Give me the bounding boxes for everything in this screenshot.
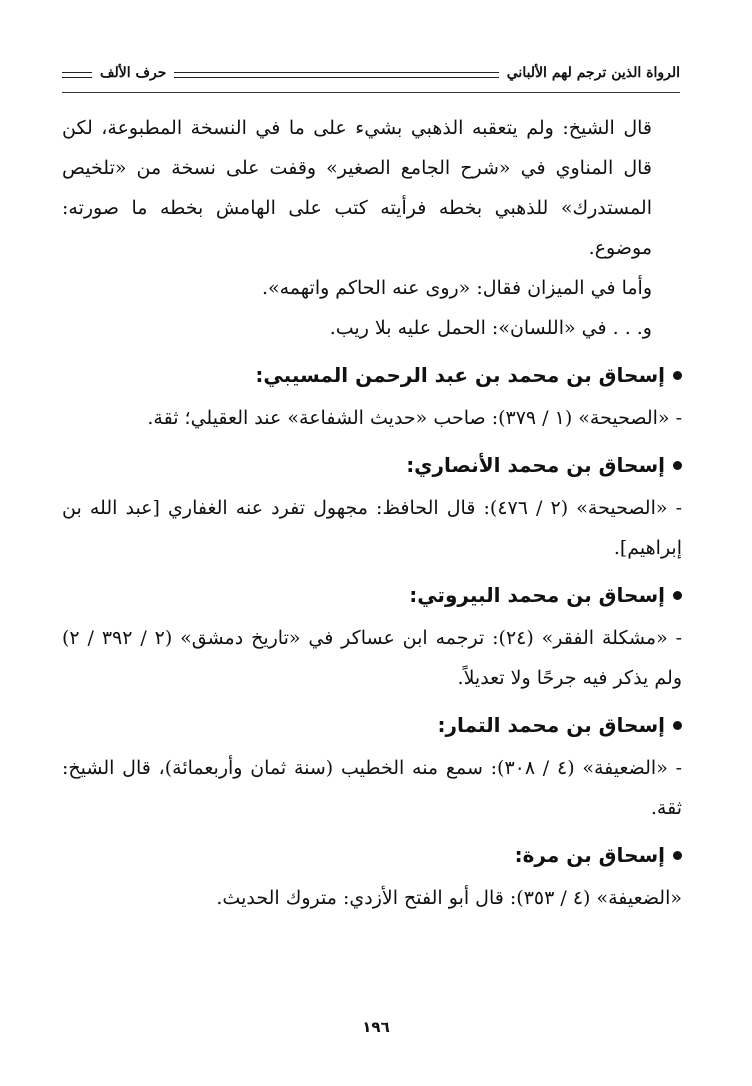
entry-heading — [62, 352, 682, 398]
running-header — [62, 58, 680, 88]
entry-name: إسحاق بن محمد التمار: — [437, 713, 665, 737]
bullet-icon — [673, 721, 682, 730]
entry-text: - «مشكلة الفقر» (٢٤): ترجمه ابن عساكر في «تاريخ دمشق» (٢ / ٣٩٢ / ٢) ولم يذكر فيه جرحًا ولا تعديلاً. — [62, 627, 682, 689]
entry-name: إسحاق بن محمد البيروتي: — [409, 583, 665, 607]
header-double-rule-end — [62, 72, 92, 78]
page-body — [62, 108, 682, 918]
header-underline — [62, 92, 680, 93]
entry-heading — [62, 572, 682, 618]
paragraph-intro: قال الشيخ: ولم يتعقبه الذهبي بشيء على ما في النسخة المطبوعة، لكن قال المناوي في «شرح الجامع الصغير» وقفت على نسخة من «تلخيص المستدرك» للذهبي بخطه فرأيته كتب على الهامش بخطه ما صورته: موضوع. — [62, 117, 652, 259]
entry-text: - «الضعيفة» (٤ / ٣٠٨): سمع منه الخطيب (سنة ثمان وأربعمائة)، قال الشيخ: ثقة. — [62, 757, 683, 819]
header-double-rule — [174, 72, 498, 78]
entry-text: - «الصحيحة» (١ / ٣٧٩): صاحب «حديث الشفاعة» عند العقيلي؛ ثقة. — [147, 407, 682, 429]
entry-text: - «الصحيحة» (٢ / ٤٧٦): قال الحافظ: مجهول تفرد عنه الغفاري [عبد الله بن إبراهيم]. — [62, 497, 683, 559]
entry-heading — [62, 442, 682, 488]
header-book-title: الرواة الذين ترجم لهم الألباني — [506, 65, 680, 81]
bullet-icon — [673, 851, 682, 860]
header-section-name: حرف الألف — [100, 65, 167, 81]
bullet-icon — [673, 591, 682, 600]
page-number: ١٩٦ — [362, 1018, 390, 1036]
paragraph-lisan: و. . . في «اللسان»: الحمل عليه بلا ريب. — [329, 317, 652, 339]
bullet-icon — [673, 461, 682, 470]
bullet-icon — [673, 371, 682, 380]
entry-heading — [62, 702, 682, 748]
paragraph-mizan: وأما في الميزان فقال: «روى عنه الحاكم واتهمه». — [261, 277, 652, 299]
entry-name: إسحاق بن محمد الأنصاري: — [406, 453, 665, 477]
entry-name: إسحاق بن محمد بن عبد الرحمن المسيبي: — [255, 363, 665, 387]
entry-name: إسحاق بن مرة: — [514, 843, 665, 867]
entry-text: «الضعيفة» (٤ / ٣٥٣): قال أبو الفتح الأزدي: متروك الحديث. — [216, 887, 682, 909]
entry-heading — [62, 832, 682, 878]
